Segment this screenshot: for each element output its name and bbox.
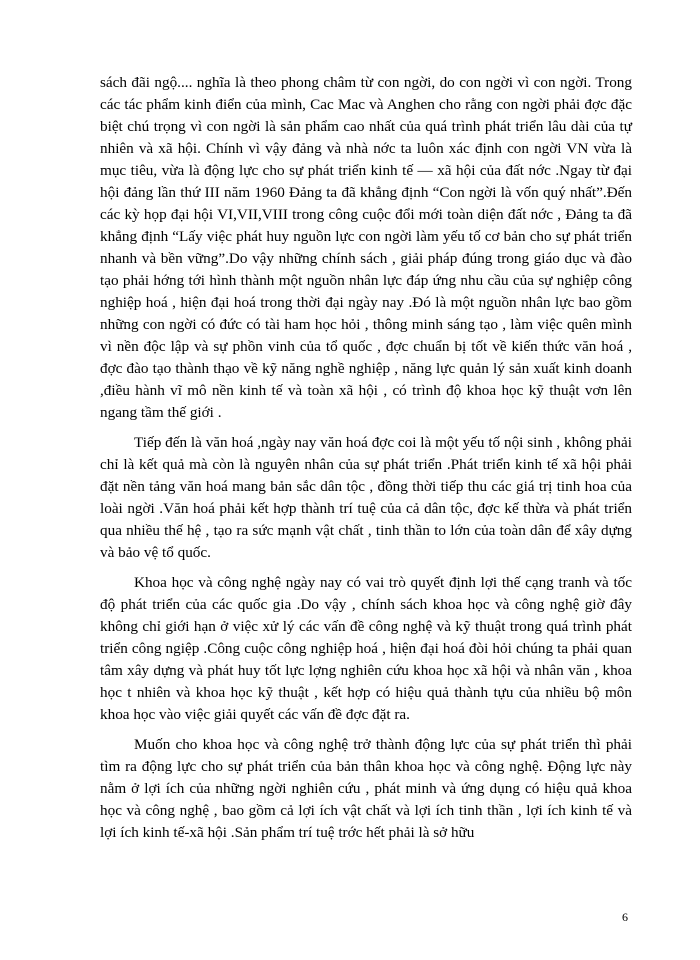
paragraph-1: sách đãi ngộ.... nghĩa là theo phong châm từ con ngời, do con ngời vì con ngời. Trong các tác phẩm kinh điển của mình, Cac Mac và Anghen cho rằng con ngời phải đợc đặc biệt chú trọng vì con ngời là sản phẩm cao nhất của quá trình phát triển lâu dài của tự nhiên và xã hội. Chính vì vậy đảng và nhà nớc ta luôn xác định con ngời VN vừa là mục tiêu, vừa là động lực cho sự phát triển kinh tế — xã hội của đất nớc .Ngay từ đại hội đảng lần thứ III năm 1960 Đảng ta đã khẳng định “Con ngời là vốn quý nhất”.Đến các kỳ họp đại hội VI,VII,VIII trong công cuộc đổi mới toàn diện đất nớc , Đảng ta đã khẳng định “Lấy việc phát huy nguồn lực con ngời làm yếu tố cơ bản cho sự phát triển nhanh và bền vững”.Do vậy những chính sách , giải pháp đúng trong giáo dục và đào tạo phải hớng tới hình thành một nguồn nhân lực đáp ứng nhu cầu của sự nghiệp công nghiệp hoá , hiện đại hoá trong thời đại ngày nay .Đó là một nguồn nhân lực bao gồm những con ngời có đức có tài ham học hỏi , thông minh sáng tạo , làm việc quên mình vì nền độc lập và sự phồn vinh của tổ quốc , đợc chuẩn bị tốt về kiến thức văn hoá , đợc đào tạo thành thạo về kỹ năng nghề nghiệp , năng lực quản lý sản xuất kinh doanh ,điều hành vĩ mô nền kinh tế và toàn xã hội , có trình độ khoa học kỹ thuật vơn lên ngang tầm thế giới . [100,74,632,421]
paragraph-2: Tiếp đến là văn hoá ,ngày nay văn hoá đợc coi là một yếu tố nội sinh , không phải chỉ là kết quả mà còn là nguyên nhân của sự phát triển .Phát triển kinh tế xã hội phải đặt nền tảng văn hoá mang bản sắc dân tộc , đồng thời tiếp thu các giá trị tinh hoa của loài ngời .Văn hoá phải kết hợp thành trí tuệ của cả dân tộc, đợc kế thừa và phát triển qua nhiều thế hệ , tạo ra sức mạnh vật chất , tinh thần to lớn của toàn dân để xây dựng và bảo vệ tổ quốc. [100,434,632,561]
page-number: 6 [622,910,628,924]
paragraph-4: Muốn cho khoa học và công nghệ trở thành động lực của sự phát triển thì phải tìm ra động lực cho sự phát triển của bản thân khoa học và công nghệ. Động lực này nằm ở lợi ích của những ngời nghiên cứu , phát minh và ứng dụng có hiệu quả khoa học và công nghệ , bao gồm cả lợi ích vật chất và lợi ích tinh thần , lợi ích kinh tế và lợi ích kinh tế-xã hội .Sản phẩm trí tuệ trớc hết phải là sở hữu [100,736,632,841]
paragraph-3: Khoa học và công nghệ ngày nay có vai trò quyết định lợi thế cạng tranh và tốc độ phát triển của các quốc gia .Do vậy , chính sách khoa học và công nghệ giờ đây không chỉ giới hạn ở việc xử lý các vấn đề công nghệ và kỹ thuật trong quá trình phát triển công ngiệp .Công cuộc công nghiệp hoá , hiện đại hoá đòi hỏi chúng ta phải quan tâm xây dựng và phát huy tốt lực lợng nghiên cứu khoa học xã hội và nhân văn , khoa học t nhiên và khoa học kỹ thuật , kết hợp có hiệu quả thành tựu của nhiều bộ môn khoa học vào việc giải quyết các vấn đề đợc đặt ra. [100,574,632,723]
body-text [100,72,632,852]
